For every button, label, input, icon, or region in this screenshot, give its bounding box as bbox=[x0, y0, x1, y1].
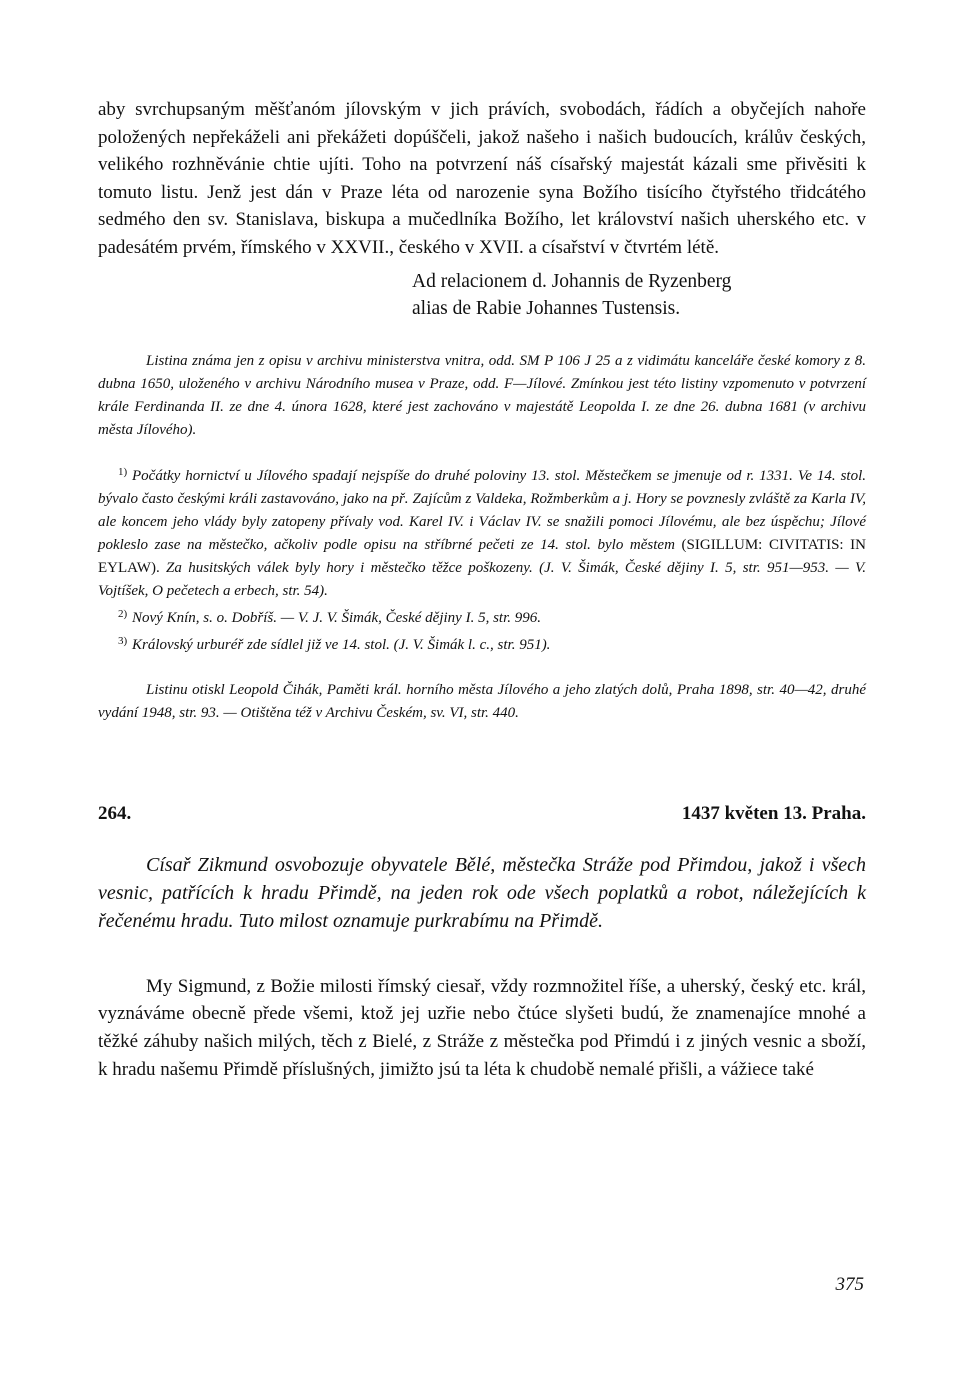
document-text: My Sigmund, z Božie milosti římský ciesař, vždy rozmnožitel říše, a uherský, český etc. král, vyznáváme obecně přede všemi, ktož jej uzřie nebo čtúce slyšeti budú, že znamenajíce mnohé a těžké záhuby našich milých, těch z Bielé, z Stráže z městečka pod Přimdú i z jiných vesnic a sboží, k hradu našemu Přimdě příslušných, jimižto jsú ta léta k chudobě nemalé přišli, a vážiece také bbox=[98, 975, 866, 1080]
page-number: 375 bbox=[835, 1274, 864, 1295]
document-regest: Císař Zikmund osvobozuje obyvatele Bělé, městečka Stráže pod Přimdou, jakož i všech vesnic, patřících k hradu Přimdě, na jeden rok ode všech poplatků a robot, náležejících k řečenému hradu. Tuto milost oznamuje purkrabímu na Přimdě. bbox=[98, 853, 866, 932]
footnote-2 bbox=[98, 603, 866, 630]
attribution-line-1: Ad relacionem d. Johannis de Ryzenberg bbox=[412, 270, 732, 292]
footnote-text: Za husitských válek byly hory i městečko těžce poškozeny. (J. V. Šimák, České dějiny I. 5, str. 951—953. — V. Vojtíšek, O pečetech a erbech, str. 54). bbox=[98, 559, 867, 599]
chancery-attribution bbox=[412, 268, 866, 322]
footnotes bbox=[98, 461, 866, 657]
prior-document-closing-text: aby svrchupsaným měšťanóm jílovským v jich právích, svobodách, řádích a obyčejích nahoře položených nepřekáželi ani překážeti dopúščeli, jakož našeho i našich budoucích, králův českých, velikého rozhněvánie chtie ujíti. Toho na potvrzení náš císařský majestát kázali sme přivěsiti k tomuto listu. Jenž jest dán v Praze léta od narozenie syna Božího tisícího čtyřstého třidcátého sedmého den sv. Stanislava, biskupa a mučedlníka Božího, let království našich uherského etc. v padesátém prvém, římského v XXVII., českého v XVII. a císařství v čtvrtém létě. bbox=[98, 99, 866, 258]
attribution-line-2: alias de Rabie Johannes Tustensis. bbox=[412, 297, 681, 319]
footnote-text: Nový Knín, s. o. Dobříš. — V. J. V. Šimák, České dějiny I. 5, str. 996. bbox=[132, 609, 542, 626]
book-page bbox=[98, 96, 866, 1102]
seal-inscription: (SIGILLUM: CIVITATIS: IN EYLAW). bbox=[98, 536, 867, 576]
footnote-number: 1) bbox=[118, 465, 128, 478]
footnote-number: 3) bbox=[118, 634, 128, 647]
source-note: Listina známa jen z opisu v archivu ministerstva vnitra, odd. SM P 106 J 25 a z vidimátu kanceláře české komory z 8. dubna 1650, uloženého v archivu Národního musea v Praze, odd. F—Jílové. Zmínkou jest této listiny vzpomenuto v potvrzení krále Ferdinanda II. ze dne 4. února 1628, které jest zachováno v majestátě Leopolda I. ze dne 26. dubna 1681 (v archivu města Jílového). bbox=[98, 352, 866, 438]
document-header bbox=[98, 801, 866, 827]
footnote-text: Počátky hornictví u Jílového spadají nejspíše do druhé poloviny 13. stol. Městečkem se jmenuje od r. 1331. Ve 14. stol. bývalo často českými králi zastavováno, jako na př. Zajícům z Valdeka, Rožmberkům a j. Hory se povznesly zvláště za Karla IV, ale koncem jeho vlády byly zatopeny přívaly vod. Karel IV. i Václav IV. se snažili pomoci Jílovému, ale bez úspěchu; Jílové pokleslo zase na městečko, ačkoliv podle opisu na stříbrné pečeti ze 14. stol. bylo městem bbox=[98, 467, 866, 553]
footnote-text: Královský urburéř zde sídlel již ve 14. stol. (J. V. Šimák l. c., str. 951). bbox=[132, 636, 551, 653]
document-number: 264. bbox=[98, 802, 132, 824]
footnote-number: 2) bbox=[118, 607, 128, 620]
footnote-1 bbox=[98, 461, 866, 603]
footnote-3 bbox=[98, 630, 866, 657]
document-date-place: 1437 květen 13. Praha. bbox=[681, 802, 866, 824]
edition-note: Listinu otiskl Leopold Čihák, Paměti král. horního města Jílového a jeho zlatých dolů, Praha 1898, str. 40—42, druhé vydání 1948, str. 93. — Otištěna též v Archivu Českém, sv. VI, str. 440. bbox=[98, 681, 866, 721]
